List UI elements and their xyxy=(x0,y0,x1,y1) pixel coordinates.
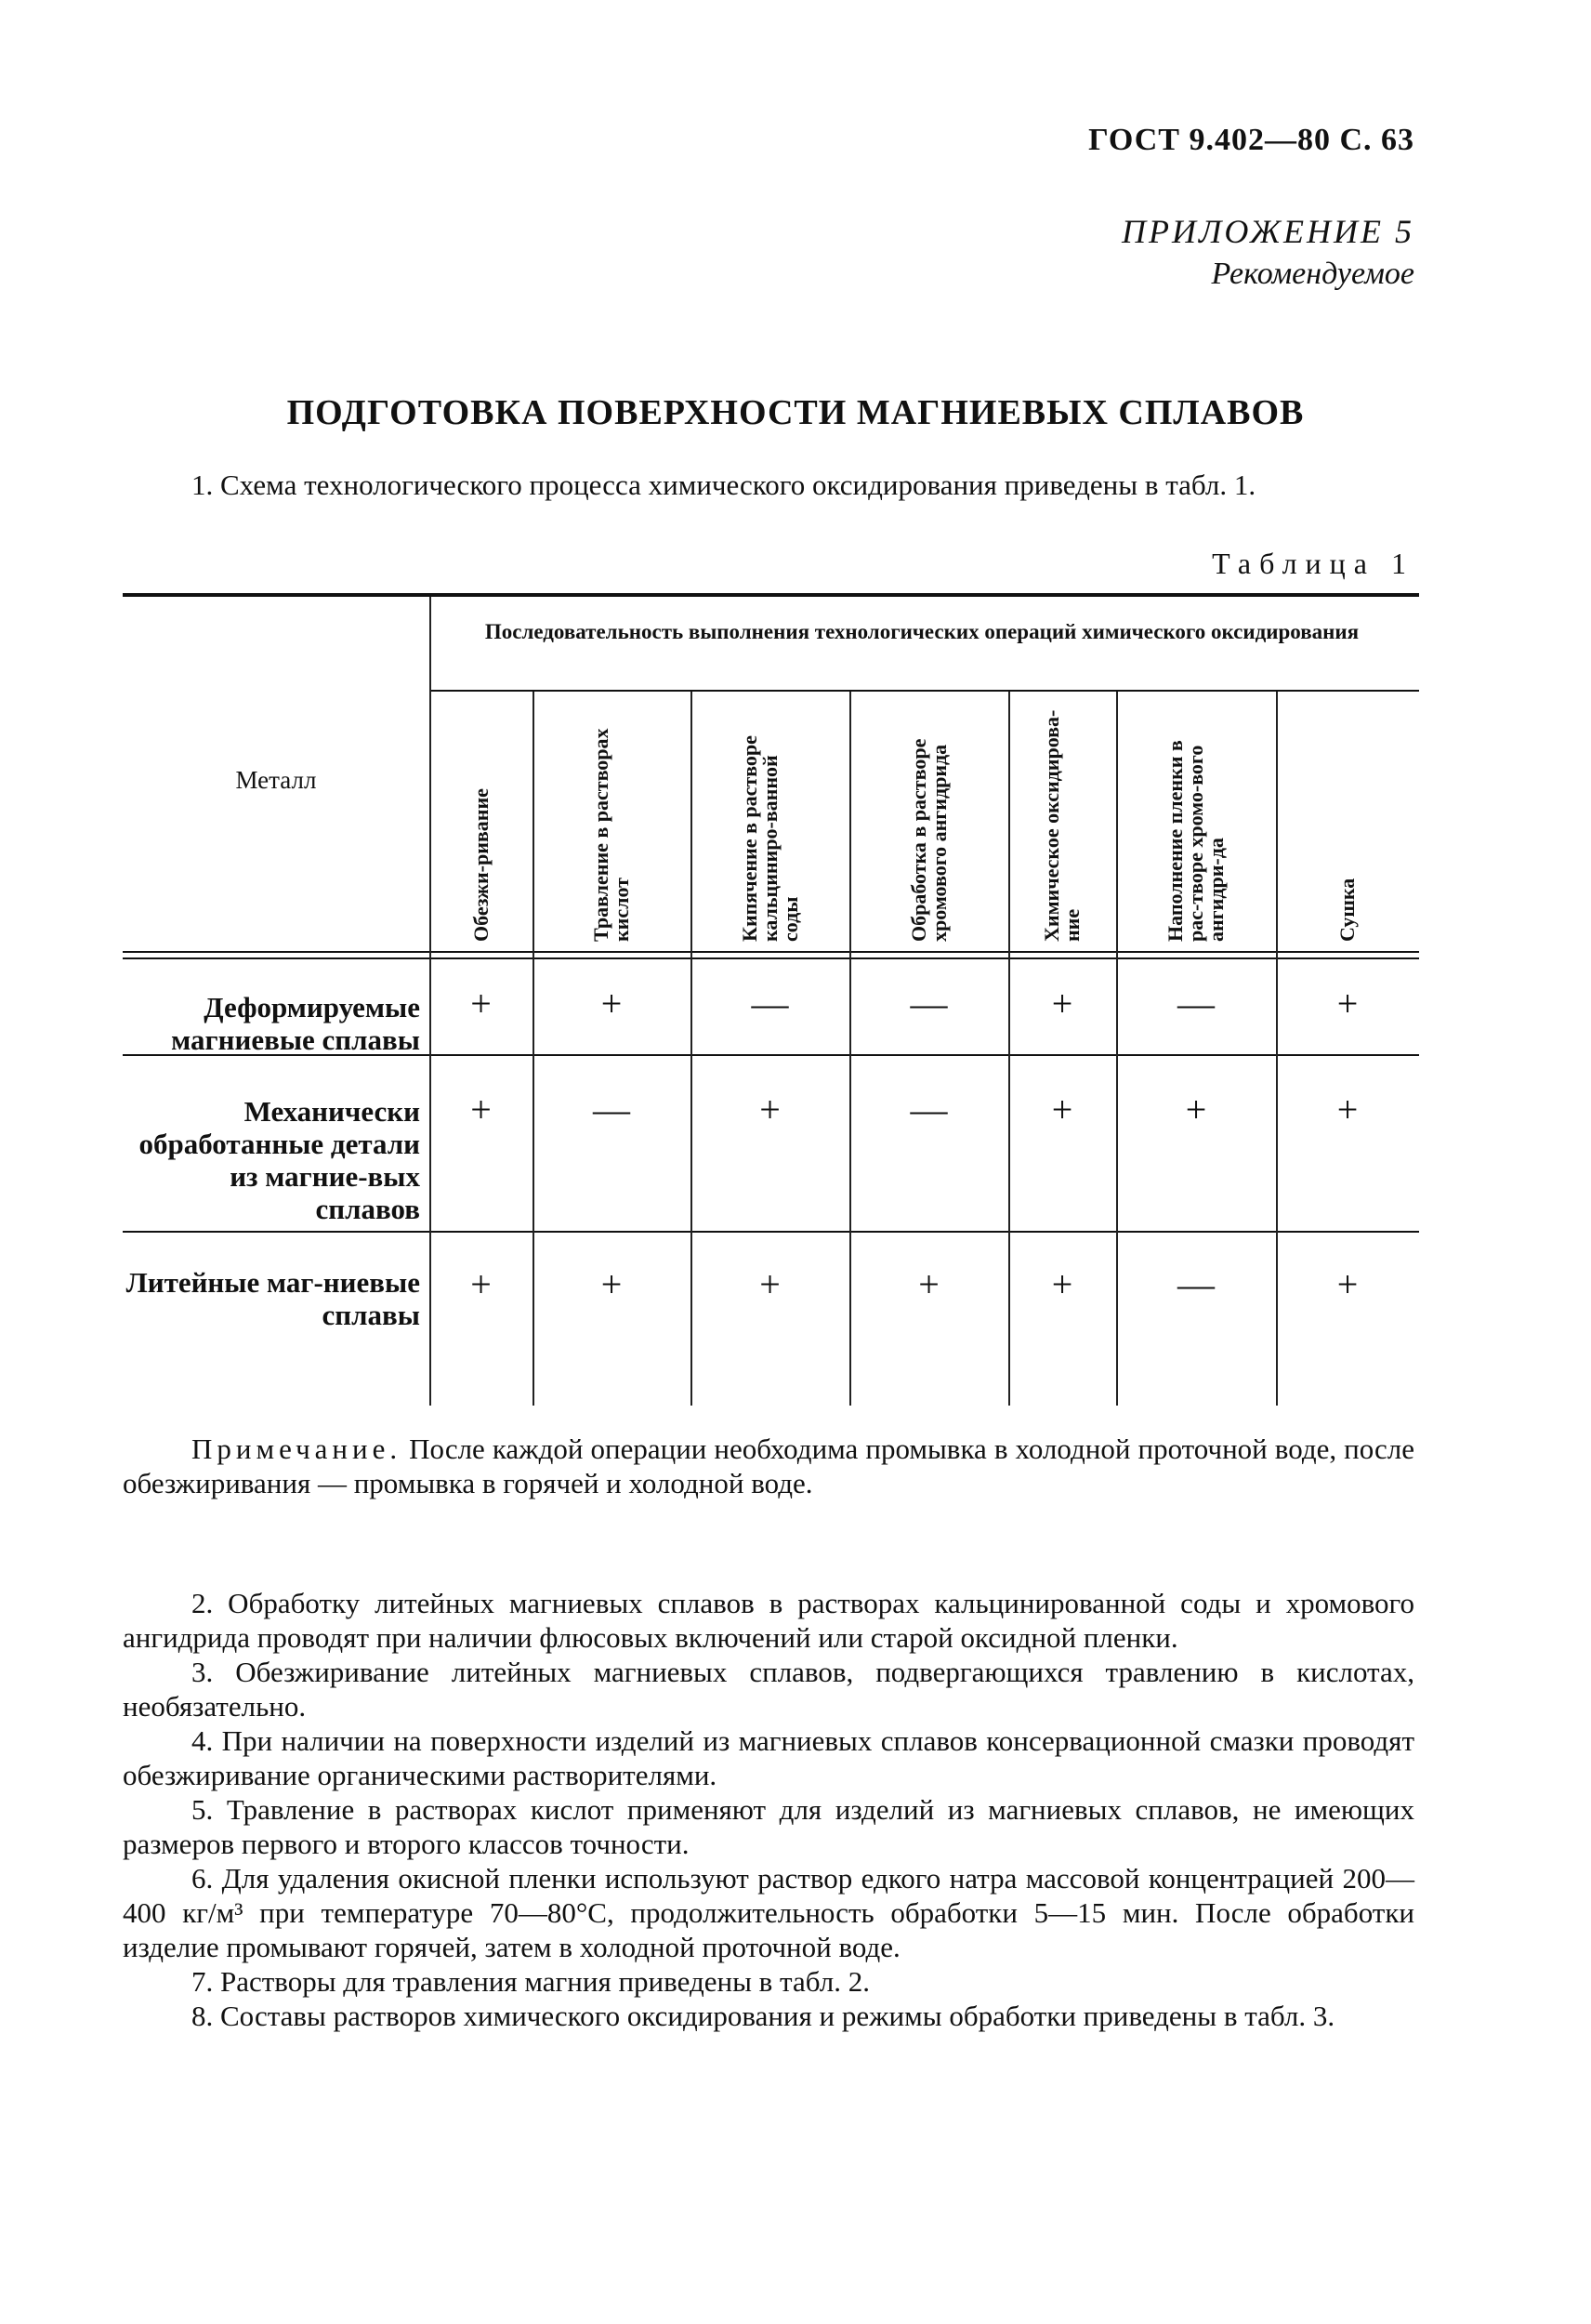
table-label: Таблица 1 xyxy=(1212,547,1414,580)
note-text: После каждой операции необходима промывка в холодной проточной воде, после обезжиривания — промывка в горячей и холодной воде. xyxy=(123,1433,1414,1499)
table-cell: + xyxy=(470,1089,492,1130)
table-cell: + xyxy=(1336,983,1359,1024)
column-header-text: Обезжи-ривание xyxy=(468,788,493,942)
table-cell: + xyxy=(600,1263,623,1305)
paragraph-7: 7. Растворы для травления магния приведены в табл. 2. xyxy=(191,1965,870,1998)
table-cell: — xyxy=(910,983,948,1024)
table-cell: + xyxy=(470,1263,492,1305)
table-cell: + xyxy=(600,983,623,1024)
row-separator-2 xyxy=(123,1231,1419,1233)
table-cell: + xyxy=(759,1089,781,1130)
column-header-text: Химическое оксидирова-ние xyxy=(1040,709,1084,942)
table-cell: + xyxy=(1051,1089,1073,1130)
table-cell: + xyxy=(1336,1263,1359,1305)
appendix-label: ПРИЛОЖЕНИЕ 5 xyxy=(1122,213,1414,250)
table-cell: — xyxy=(751,983,789,1024)
page-title: ПОДГОТОВКА ПОВЕРХНОСТИ МАГНИЕВЫХ СПЛАВОВ xyxy=(286,393,1305,432)
column-header-text: Сушка xyxy=(1335,878,1359,942)
numbered-paragraphs xyxy=(123,1586,1414,2033)
paragraph-4: 4. При наличии на поверхности изделий из магниевых сплавов консервационной смазки проводят обезжиривание органическими растворителями. xyxy=(123,1724,1414,1791)
table-cell: + xyxy=(1051,983,1073,1024)
table-cell: + xyxy=(1185,1089,1207,1130)
table-cell: + xyxy=(918,1263,940,1305)
table-cell: — xyxy=(910,1089,948,1130)
paragraph-2: 2. Обработку литейных магниевых сплавов в растворах кальцинированной соды и хромового ангидрида проводят при наличии флюсовых включений или старой оксидной пленки. xyxy=(123,1587,1414,1654)
paragraph-8: 8. Составы растворов химического оксидирования и режимы обработки приведены в табл. 3. xyxy=(191,2000,1335,2032)
column-header-text: Кипячение в растворе кальциниро-ванной соды xyxy=(737,735,802,942)
gost-page-header: ГОСТ 9.402—80 С. 63 xyxy=(1088,123,1414,157)
row-label: Механически обработанные детали из магние-вых сплавов xyxy=(138,1095,420,1225)
paragraph-6: 6. Для удаления окисной пленки используют раствор едкого натра массовой концентрацией 200—400 кг/м³ при температуре 70—80°С, продолжительность обработки 5—15 мин. После обработки изделие промывают горячей, затем в холодной проточной воде. xyxy=(123,1862,1414,1963)
column-header-acid-etching xyxy=(533,697,690,953)
paragraph-3: 3. Обезжиривание литейных магниевых сплавов, подвергающихся травлению в кислотах, необязательно. xyxy=(123,1656,1414,1723)
operations-table xyxy=(123,593,1419,1411)
column-header-drying xyxy=(1276,697,1419,953)
column-header-text: Травление в растворах кислот xyxy=(589,728,633,942)
table-cell: — xyxy=(1177,1263,1215,1305)
row-label: Деформируемые магниевые сплавы xyxy=(171,991,420,1056)
column-header-text: Наполнение пленки в рас-творе хромо-вого ангидри-да xyxy=(1164,740,1228,942)
table-cell: + xyxy=(759,1263,781,1305)
table-cell: + xyxy=(1051,1263,1073,1305)
group-header-rule xyxy=(429,690,1419,692)
table-cell: — xyxy=(1177,983,1215,1024)
column-header-degreasing xyxy=(429,697,533,953)
column-header-film-filling xyxy=(1116,697,1276,953)
column-header-text: Обработка в растворе хромового ангидрида xyxy=(906,738,951,942)
table-cell: — xyxy=(593,1089,630,1130)
row-label: Литейные маг-ниевые сплавы xyxy=(125,1266,420,1331)
column-header-chromic-treatment xyxy=(849,697,1008,953)
table-cell: + xyxy=(470,983,492,1024)
table-note xyxy=(123,1432,1414,1500)
intro-paragraph: 1. Схема технологического процесса химического оксидирования приведены в табл. 1. xyxy=(191,469,1256,501)
table-cell: + xyxy=(1336,1089,1359,1130)
metal-column-header: Металл xyxy=(235,766,317,794)
column-header-soda-boiling xyxy=(690,697,849,953)
column-header-chemical-oxidation xyxy=(1008,697,1116,953)
recommended-label: Рекомендуемое xyxy=(1211,257,1414,291)
note-label: Примечание. xyxy=(191,1433,402,1465)
group-header: Последовательность выполнения технологических операций химического оксидирования xyxy=(484,620,1360,643)
table-top-rule xyxy=(123,593,1419,597)
header-bottom-rule-2 xyxy=(123,957,1419,959)
paragraph-5: 5. Травление в растворах кислот применяют для изделий из магниевых сплавов, не имеющих размеров первого и второго классов точности. xyxy=(123,1793,1414,1860)
